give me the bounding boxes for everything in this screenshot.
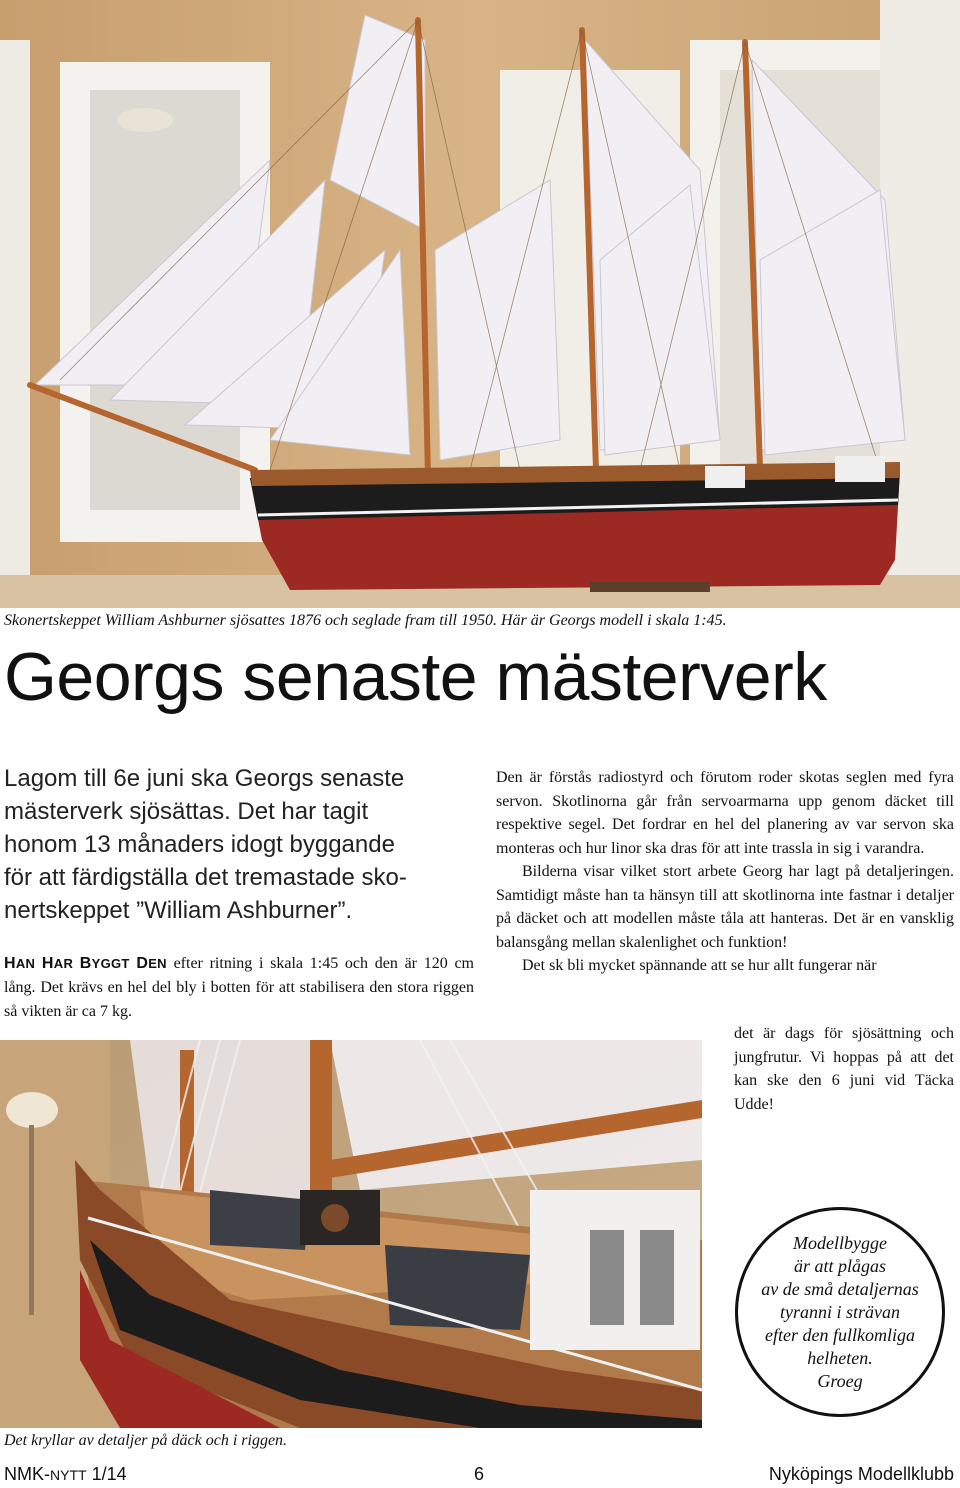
body-paragraph-text: efter ritning i skala 1:45 och den är 120 cm lång. Det krävs en hel del bly i botten för att stabilisera den stora riggen så vikten är ca 7 kg. xyxy=(4,955,474,1020)
quote-line: helheten. xyxy=(807,1347,873,1368)
footer-club-name: Nyköpings Modellklubb xyxy=(768,1464,954,1484)
ingress xyxy=(4,762,474,927)
body-paragraph xyxy=(4,952,474,1024)
quote-line: av de små detaljernas xyxy=(761,1278,919,1299)
footer-pub-main: NMK- xyxy=(4,1464,50,1484)
quote-author: Groeg xyxy=(817,1370,863,1391)
lead-in-text: HAN HAR BYGGT DEN xyxy=(4,955,167,972)
ingress-line: för att färdigställa det tremastade sko- xyxy=(4,864,407,891)
deck-detail-illustration xyxy=(0,1040,702,1428)
quote-line: Modellbygge xyxy=(793,1232,887,1253)
page-number: 6 xyxy=(474,1464,485,1484)
deck-detail-photo xyxy=(0,1040,702,1428)
body-text-right xyxy=(496,766,954,978)
body-paragraph-wrap: det är dags för sjösättning och jungfrutur. Vi hoppas på att det kan ske den 6 juni vid Täcka Udde! xyxy=(734,1025,954,1113)
ingress-line: honom 13 månaders idogt byggande xyxy=(4,831,395,858)
ship-model-illustration xyxy=(0,0,960,608)
quote-circle xyxy=(735,1207,945,1417)
body-paragraph: Bilderna visar vilket stort arbete Georg har lagt på detaljeringen. Samtidigt måste han ta hänsyn till att skotlinorna inte fastnar i detaljer på däcket och att modellen måste tåla att hanteras. Det är en vansklig balansgång mellan skalenlighet och funktion! xyxy=(496,863,954,951)
lead-in xyxy=(4,956,167,971)
quote-line: är att plågas xyxy=(793,1255,886,1276)
bottom-photo-caption: Det kryllar av detaljer på däck och i riggen. xyxy=(4,1432,288,1449)
footer-pub-smallcaps: NYTT xyxy=(50,1467,87,1483)
body-paragraph: Det sk bli mycket spännande att se hur allt fungerar när xyxy=(522,957,877,974)
ingress-line: nertskeppet ”William Ashburner”. xyxy=(4,897,353,924)
top-photo-caption: Skonertskeppet William Ashburner sjösattes 1876 och seglade fram till 1950. Här är Georgs modell i skala 1:45. xyxy=(4,612,727,629)
footer-issue: 1/14 xyxy=(86,1464,127,1484)
headline: Georgs senaste mästerverk xyxy=(4,639,827,715)
quote-line: efter den fullkomliga xyxy=(765,1324,915,1345)
quote-line: tyranni i strävan xyxy=(780,1301,900,1322)
ingress-line: mästerverk sjösättas. Det har tagit xyxy=(4,798,369,825)
body-paragraph: Den är förstås radiostyrd och förutom roder skotas seglen med fyra servon. Skotlinorna går från servoarmarna upp genom däcket till respektive segel. Det fordrar en hel del planering av var servon ska monteras och hur linor ska dras för att inte trassla in sig i varandra. xyxy=(496,769,954,857)
ship-model-photo-top xyxy=(0,0,960,608)
ingress-line: Lagom till 6e juni ska Georgs senaste xyxy=(4,765,405,792)
footer-publication xyxy=(4,1464,127,1485)
body-text-left xyxy=(4,952,474,1024)
